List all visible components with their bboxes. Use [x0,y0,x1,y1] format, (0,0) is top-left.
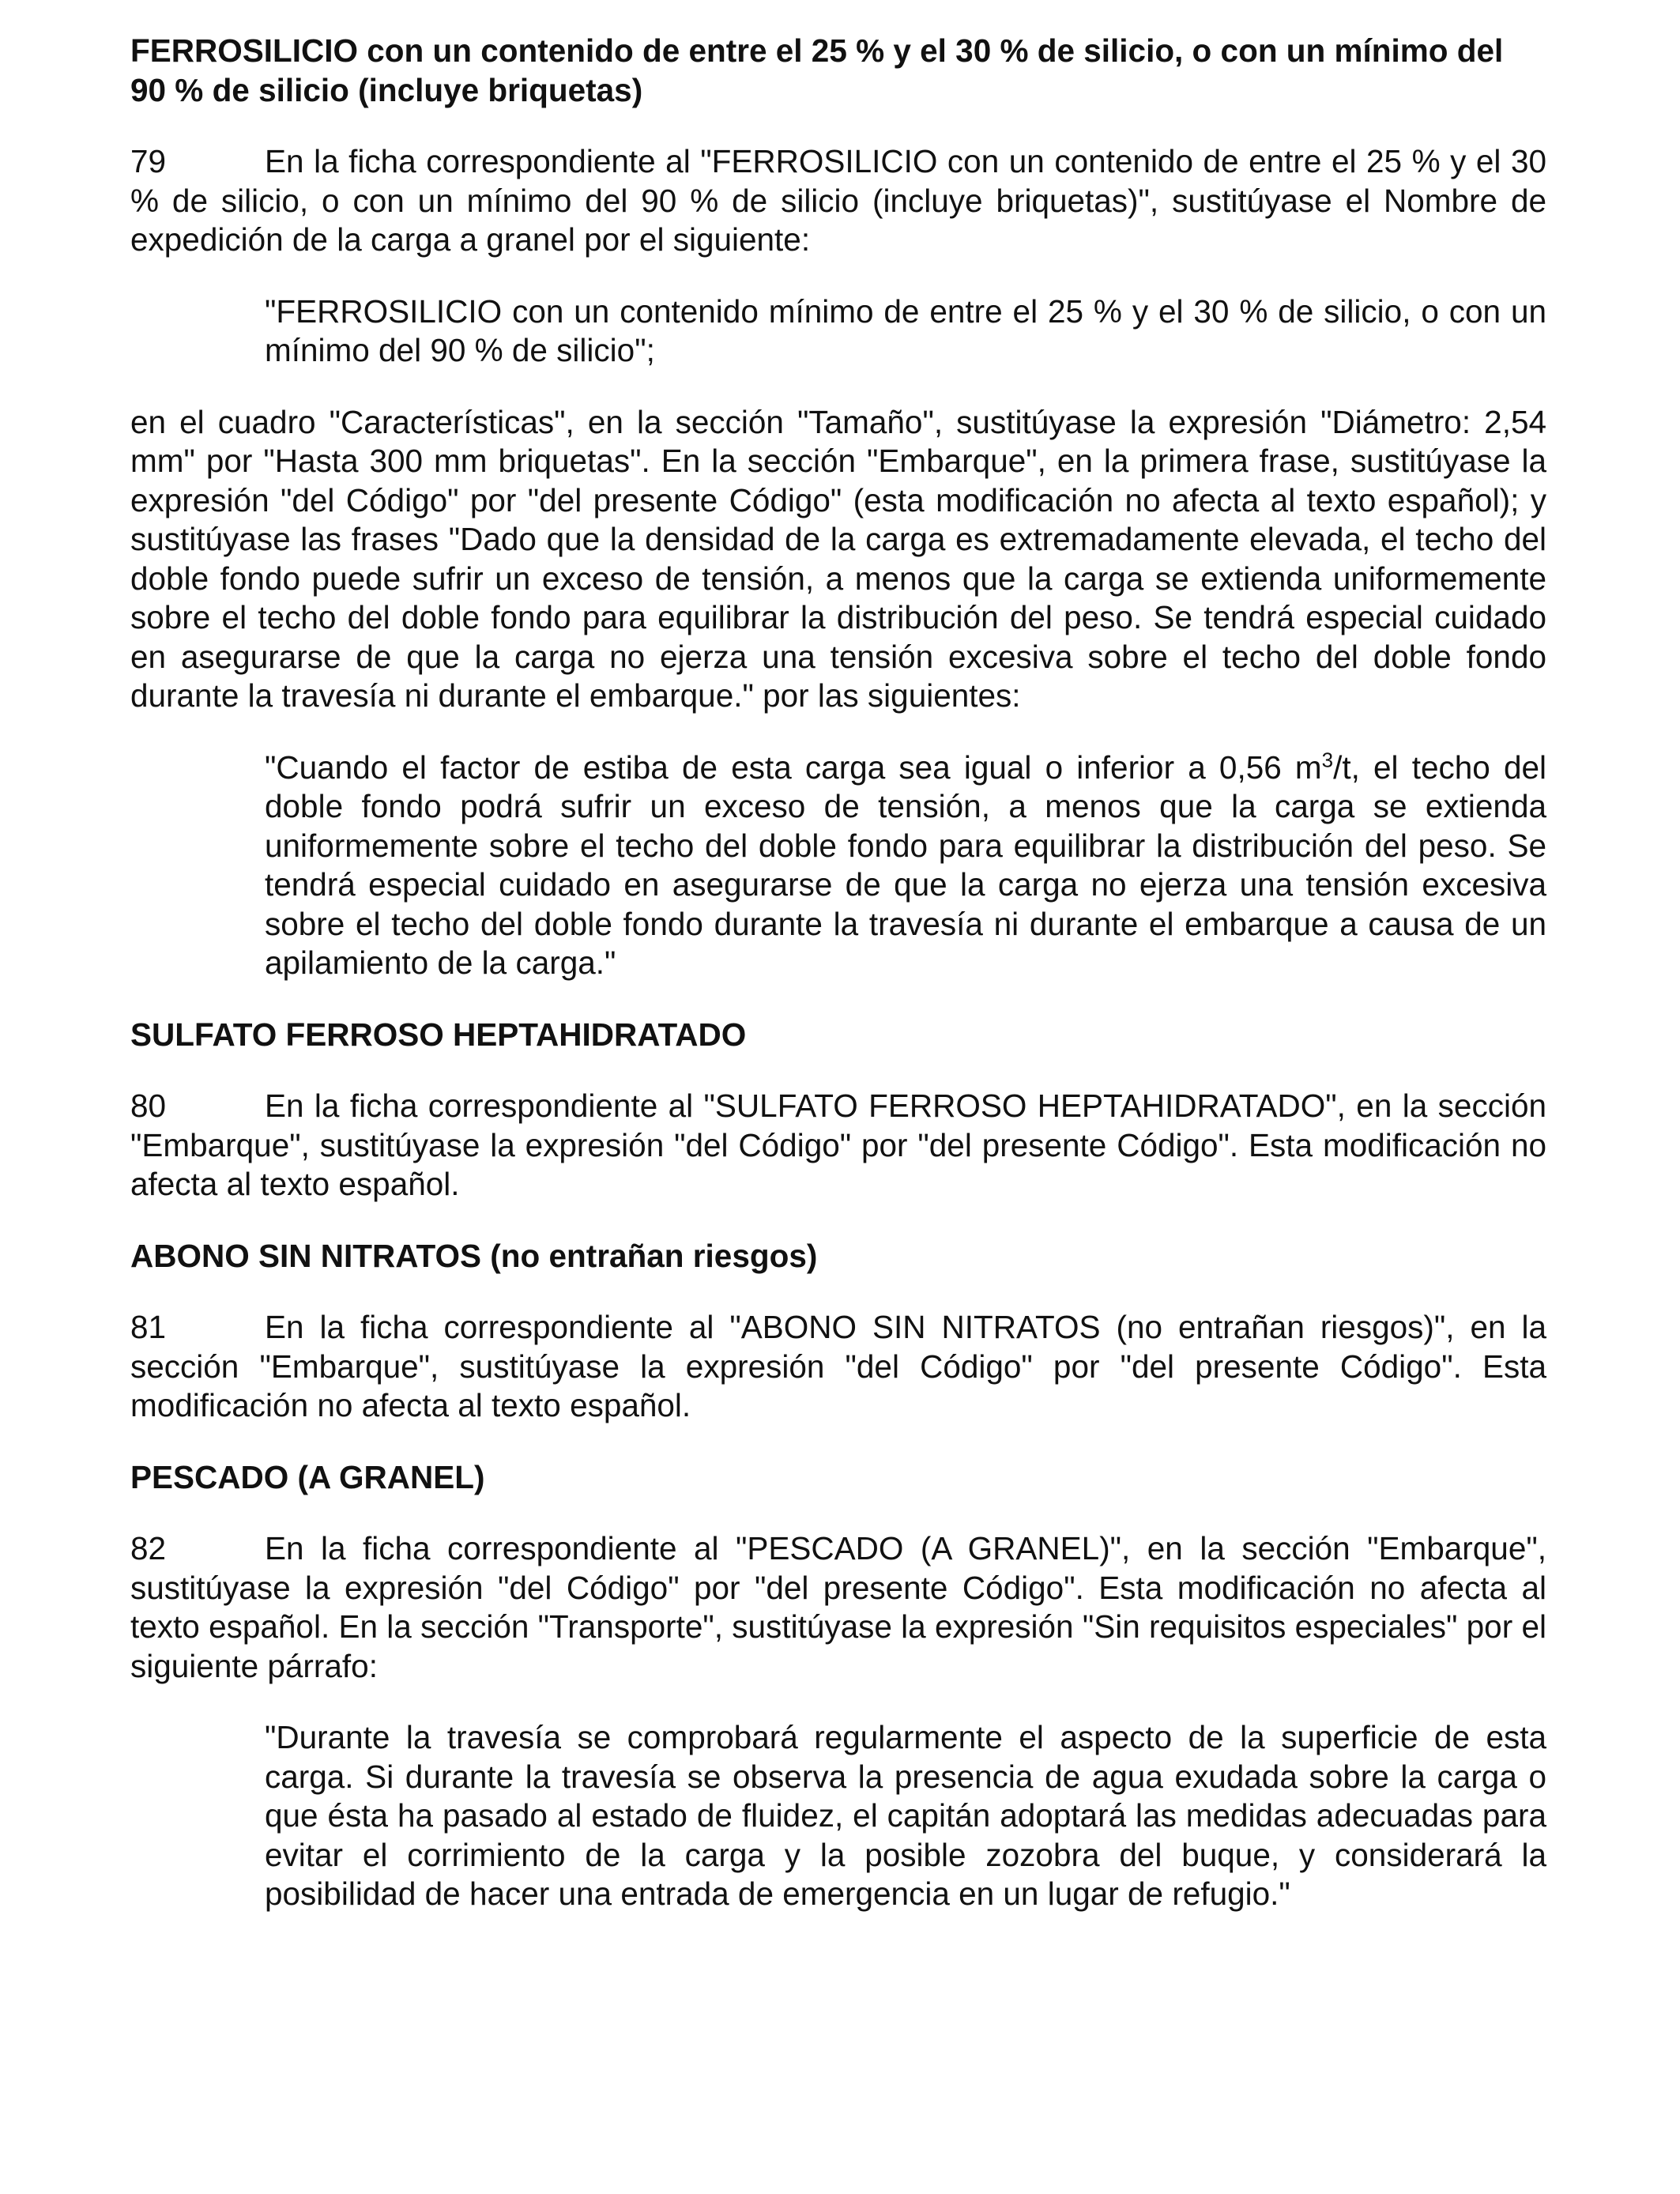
paragraph-number: 80 [130,1088,167,1124]
paragraph-text: En la ficha correspondiente al "FERROSILICIO con un contenido de entre el 25 % y el 30 % de silicio, o con un mínimo del 90 % de silicio (incluye briquetas)", sustitúyase el Nombre de expedición de la carga a granel por el siguiente: [130,143,1546,258]
document-page [130,32,1546,1914]
spacer [130,716,1546,748]
quote-text-before: "Cuando el factor de estiba de esta carga sea igual o inferior a 0,56 m [265,748,1322,786]
section-heading-sulfato: SULFATO FERROSO HEPTAHIDRATADO [130,1016,747,1053]
paragraph-79 [130,142,1546,260]
paragraph-text: En la ficha correspondiente al "PESCADO (A GRANEL)", en la sección "Embarque", sustitúyase la expresión "del Código" por "del presente Código". Esta modificación no afecta al texto español. En la sección "Transporte", sustitúyase la expresión "Sin requisitos especiales" por el siguiente párrafo: [130,1530,1546,1684]
paragraph-80 [130,1087,1546,1204]
paragraph-number: 81 [130,1309,167,1345]
section-heading-pescado: PESCADO (A GRANEL) [130,1458,485,1495]
spacer [130,1054,1546,1087]
paragraph-82 [130,1529,1546,1686]
spacer [130,1204,1546,1237]
spacer [130,371,1546,403]
superscript: 3 [1321,748,1334,771]
section-heading-abono: ABONO SIN NITRATOS (no entrañan riesgos) [130,1237,818,1274]
paragraph-81 [130,1308,1546,1426]
spacer [130,983,1546,1016]
spacer [130,1426,1546,1458]
spacer [130,1276,1546,1308]
paragraph-number: 79 [130,143,167,179]
spacer [130,110,1546,142]
quote-text-after: /t, el techo del doble fondo podrá sufrir un exceso de tensión, a menos que la carga se extienda uniformemente sobre el techo del doble fondo para equilibrar la distribución del peso. Se tendrá especial cuidado en asegurarse de que la carga no ejerza una tensión excesiva sobre el techo del doble fondo durante la travesía ni durante el embarque a causa de un apilamiento de la carga." [265,748,1546,981]
section-heading-ferrosilicio: FERROSILICIO con un contenido de entre el 25 % y el 30 % de silicio, o con un mínimo del 90 % de silicio (incluye briquetas) [130,32,1504,108]
paragraph-text: En la ficha correspondiente al "SULFATO FERROSO HEPTAHIDRATADO", en la sección "Embarque", sustitúyase la expresión "del Código" por "del presente Código". Esta modificación no afecta al texto español. [130,1088,1546,1202]
quoted-paragraph: "Durante la travesía se comprobará regularmente el aspecto de la superficie de esta carga. Si durante la travesía se observa la presencia de agua exudada sobre la carga o que ésta ha pasado al estado de fluidez, el capitán adoptará las medidas adecuadas para evitar el corrimiento de la carga y la posible zozobra del buque, y considerará la posibilidad de hacer una entrada de emergencia en un lugar de refugio." [265,1719,1546,1912]
paragraph-continuation: en el cuadro "Características", en la sección "Tamaño", sustitúyase la expresión "Diámetro: 2,54 mm" por "Hasta 300 mm briquetas". En la sección "Embarque", en la primera frase, sustitúyase la expresión "del Código" por "del presente Código" (esta modificación no afecta al texto español); y sustitúyase las frases "Dado que la densidad de la carga es extremadamente elevada, el techo del doble fondo puede sufrir un exceso de tensión, a menos que la carga se extienda uniformemente sobre el techo del doble fondo para equilibrar la distribución del peso. Se tendrá especial cuidado en asegurarse de que la carga no ejerza una tensión excesiva sobre el techo del doble fondo durante la travesía ni durante el embarque." por las siguientes: [130,403,1546,714]
quoted-name: "FERROSILICIO con un contenido mínimo de entre el 25 % y el 30 % de silicio, o con un mínimo del 90 % de silicio"; [265,292,1546,368]
paragraph-number: 82 [130,1530,167,1566]
spacer [130,260,1546,292]
spacer [130,1497,1546,1529]
spacer [130,1686,1546,1718]
quoted-replacement-text [265,748,1546,983]
paragraph-text: En la ficha correspondiente al "ABONO SIN NITRATOS (no entrañan riesgos)", en la sección "Embarque", sustitúyase la expresión "del Código" por "del presente Código". Esta modificación no afecta al texto español. [130,1309,1546,1423]
